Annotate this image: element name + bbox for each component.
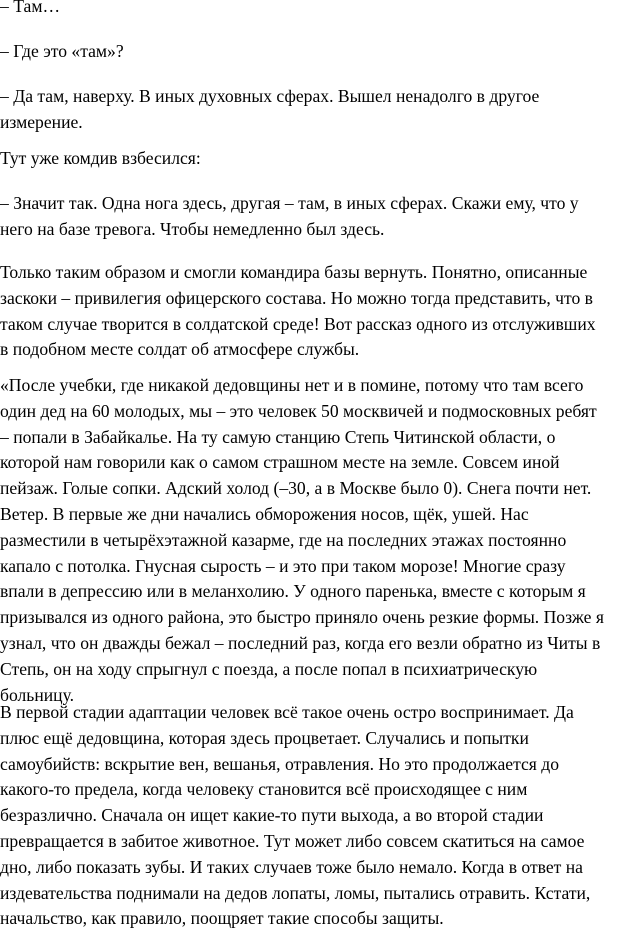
text-line: один дед на 60 молодых, мы – это человек 50 москвичей и подмосковных ребят: [0, 400, 597, 421]
text-line: таком случае творится в солдатской среде! Вот рассказ одного из отслуживших: [0, 313, 596, 334]
text-line: плюс ещё дедовщина, которая здесь процветает. Случались и попытки: [0, 727, 529, 748]
text-line: в подобном месте солдат об атмосфере службы.: [0, 339, 360, 360]
text-line: начальство, как правило, поощряет такие способы защиты.: [0, 908, 444, 929]
text-line: впали в депрессию или в меланхолию. У одного паренька, вместе с которым я: [0, 581, 586, 602]
text-line: – Да там, наверху. В иных духовных сферах. Вышел ненадолго в другое: [0, 86, 540, 106]
text-line: издевательства поднимали на дедов лопаты, ломы, пытались отравить. Кстати,: [0, 882, 591, 903]
text-line: капало с потолка. Гнусная сырость – и это при таком морозе! Многие сразу: [0, 555, 566, 576]
paragraph-7: [0, 373, 620, 708]
text-line: Тут уже комдив взбесился:: [0, 148, 201, 168]
text-line: призывался из одного района, это быстро приняло очень резкие формы. Позже я: [0, 607, 604, 628]
text-line: больницу.: [0, 684, 74, 705]
paragraph-8: [0, 700, 620, 932]
text-line: превращается в забитое животное. Тут может либо совсем скатиться на самое: [0, 830, 585, 851]
text-line: В первой стадии адаптации человек всё такое очень остро воспринимает. Да: [0, 702, 574, 722]
text-line: безразлично. Сначала он ищет какие-то пути выхода, а во второй стадии: [0, 805, 544, 826]
text-line: какого-то предела, когда человеку становится всё происходящее с ним: [0, 779, 528, 800]
text-line: измерение.: [0, 111, 83, 132]
text-line: заскоки – привилегия офицерского состава. Но можно тогда представить, что в: [0, 287, 593, 308]
paragraph-2: [0, 39, 620, 65]
text-line: разместили в четырёхэтажной казарме, где на последних этажах постоянно: [0, 529, 567, 550]
text-line: пейзаж. Голые сопки. Адский холод (–30, а в Москве было 0). Снега почти нет.: [0, 478, 592, 499]
paragraph-4: [0, 146, 620, 172]
paragraph-3: [0, 84, 620, 136]
paragraph-1: [0, 0, 620, 20]
text-line: – Где это «там»?: [0, 41, 124, 61]
text-line: – Значит так. Одна нога здесь, другая – там, в иных сферах. Скажи ему, что у: [0, 193, 579, 213]
text-line: дно, либо показать зубы. И таких случаев тоже было немало. Когда в ответ на: [0, 856, 583, 877]
paragraph-5: [0, 191, 620, 243]
text-line: которой нам говорили как о самом страшном месте на земле. Совсем иной: [0, 452, 560, 473]
text-line: самоубийств: вскрытие вен, вешанья, отравления. Но это продолжается до: [0, 753, 560, 774]
text-line: Только таким образом и смогли командира базы вернуть. Понятно, описанные: [0, 262, 588, 282]
text-line: него на базе тревога. Чтобы немедленно был здесь.: [0, 218, 385, 239]
text-line: узнал, что он дважды бежал – последний раз, когда его везли обратно из Читы в: [0, 632, 601, 653]
text-line: «После учебки, где никакой дедовщины нет и в помине, потому что там всего: [0, 375, 584, 395]
paragraph-6: [0, 260, 620, 363]
text-line: Ветер. В первые же дни начались обморожения носов, щёк, ушей. Нас: [0, 503, 529, 524]
text-line: – Там…: [0, 0, 61, 16]
text-line: Степь, он на ходу спрыгнул с поезда, а после попал в психиатрическую: [0, 658, 538, 679]
text-line: – попали в Забайкалье. На ту самую станцию Степь Читинской области, о: [0, 426, 556, 447]
